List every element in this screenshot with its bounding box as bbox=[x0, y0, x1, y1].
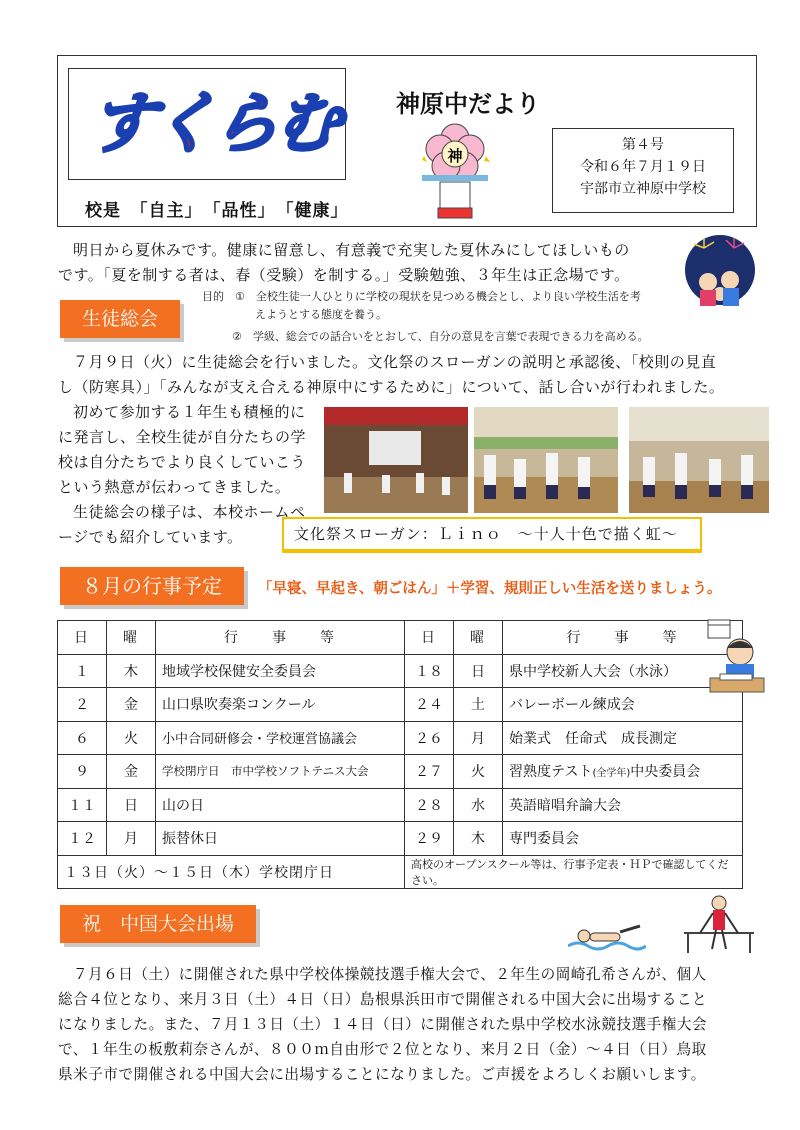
col-header-weekday: 曜 bbox=[107, 621, 156, 655]
table-row bbox=[58, 755, 743, 789]
cell-event bbox=[503, 755, 743, 789]
cell-day: １ bbox=[58, 654, 107, 688]
sakura-mascot-icon bbox=[412, 116, 498, 226]
col-header-event: 行 事 等 bbox=[156, 621, 405, 655]
section-title-schedule: ８月の行事予定 bbox=[60, 567, 244, 605]
assembly-purpose bbox=[202, 288, 702, 346]
intro-text bbox=[58, 238, 688, 288]
swimmer-icon bbox=[568, 918, 646, 954]
festival-slogan: 文化祭スローガン：Ｌｉｎｏ ～十人十色で描く虹～ bbox=[282, 517, 702, 551]
intro-line-2: です。「夏を制する者は、春（受験）を制する。」受験勉強、３年生は正念場です。 bbox=[58, 266, 630, 284]
cell-day: ２４ bbox=[405, 688, 454, 722]
section-title-assembly: 生徒総会 bbox=[60, 300, 180, 338]
intro-line-1: 明日から夏休みです。健康に留意し、有意義で充実した夏休みにしてほしいもの bbox=[73, 241, 630, 259]
col-header-weekday: 曜 bbox=[454, 621, 503, 655]
cell-day: ２８ bbox=[405, 788, 454, 822]
cell-weekday: 月 bbox=[454, 721, 503, 755]
cell-weekday: 水 bbox=[454, 788, 503, 822]
cell-weekday: 金 bbox=[107, 688, 156, 722]
cell-day: ２ bbox=[58, 688, 107, 722]
table-row bbox=[58, 688, 743, 722]
paper-name: 神原中だより bbox=[396, 90, 540, 118]
event-main: 習熟度テスト bbox=[509, 764, 593, 781]
table-row bbox=[58, 788, 743, 822]
cell-weekday: 日 bbox=[107, 788, 156, 822]
chugoku-line: ７月６日（土）に開催された県中学校体操競技選手権大会で、２年生の岡崎孔希さんが、個人 bbox=[73, 966, 707, 983]
assembly-p2-line: という熱意が伝わってきました。 bbox=[58, 478, 291, 496]
purpose-label: 目的 bbox=[202, 290, 224, 303]
table-footer-row bbox=[58, 855, 743, 889]
section-title-chugoku: 祝 中国大会出場 bbox=[60, 905, 256, 943]
cell-event: バレーボール練成会 bbox=[503, 688, 743, 722]
chugoku-paragraph bbox=[58, 962, 758, 1087]
assembly-p2-line: に発言し、全校生徒が自分たちの学 bbox=[58, 428, 307, 446]
assembly-photo-stage bbox=[324, 407, 468, 513]
cell-day: ９ bbox=[58, 755, 107, 789]
cell-event: 地域学校保健安全委員会 bbox=[156, 654, 405, 688]
col-header-day: 日 bbox=[405, 621, 454, 655]
open-school-note: 高校のオープンスクール等は、行事予定表・ＨＰで確認してください。 bbox=[405, 855, 743, 889]
cell-event: 県中学校新人大会（水泳） bbox=[503, 654, 743, 688]
assembly-p2-line: 校は自分たちでより良くしていこう bbox=[58, 453, 306, 471]
cell-event: 専門委員会 bbox=[503, 822, 743, 856]
cell-weekday: 土 bbox=[454, 688, 503, 722]
newsletter-logo: すくらむ bbox=[83, 85, 343, 162]
studying-student-icon bbox=[706, 618, 766, 698]
cell-event: 山口県吹奏楽コンクール bbox=[156, 688, 405, 722]
cell-weekday: 日 bbox=[454, 654, 503, 688]
cell-day: １１ bbox=[58, 788, 107, 822]
cell-event: 山の日 bbox=[156, 788, 405, 822]
cell-weekday: 月 bbox=[107, 822, 156, 856]
mascot-char: 神 bbox=[447, 147, 463, 165]
assembly-paragraph-1 bbox=[58, 350, 748, 400]
slogan-underline bbox=[282, 549, 702, 553]
cell-day: １８ bbox=[405, 654, 454, 688]
assembly-p2-line: 生徒総会の様子は、本校ホームペ bbox=[73, 503, 306, 521]
assembly-p2-line: 初めて参加する１年生も積極的に bbox=[73, 403, 306, 421]
schedule-table bbox=[57, 620, 743, 889]
table-row bbox=[58, 654, 743, 688]
col-header-event: 行 事 等 bbox=[503, 621, 743, 655]
cell-event: 小中合同研修会・学校運営協議会 bbox=[156, 721, 405, 755]
assembly-line-1: ７月９日（火）に生徒総会を行いました。文化祭のスローガンの説明と承認後、「校則の見直 bbox=[73, 353, 717, 371]
issue-date: 令和６年７月１９日 bbox=[580, 159, 706, 175]
cell-weekday: 木 bbox=[454, 822, 503, 856]
school-name: 宇部市立神原中学校 bbox=[580, 181, 706, 197]
purpose-1: ① 全校生徒一人ひとりに学校の現状を見つめる機会とし、より良い学校生活を考 bbox=[235, 290, 641, 303]
cell-weekday: 火 bbox=[107, 721, 156, 755]
assembly-photo-discussion bbox=[474, 407, 618, 513]
cell-day: １２ bbox=[58, 822, 107, 856]
purpose-1-cont: えようとする態度を養う。 bbox=[255, 308, 387, 321]
issue-info bbox=[552, 128, 734, 213]
table-row bbox=[58, 721, 743, 755]
cell-day: ６ bbox=[58, 721, 107, 755]
table-row bbox=[58, 822, 743, 856]
issue-number: 第４号 bbox=[622, 137, 664, 153]
chugoku-line: で、１年生の板敷莉奈さんが、８００ｍ自由形で２位となり、来月２日（金）～４日（日）鳥取 bbox=[58, 1041, 707, 1058]
closure-note: １３日（火）～１５日（木）学校閉庁日 bbox=[58, 855, 405, 889]
cell-day: ２６ bbox=[405, 721, 454, 755]
assembly-p2-line: ージでも紹介しています。 bbox=[58, 528, 243, 546]
school-motto: 校是 「自主」 「品性」 「健康」 bbox=[85, 201, 349, 221]
chugoku-line: 総合４位となり、来月３日（土）４日（日）島根県浜田市で開催される中国大会に出場すること bbox=[58, 991, 708, 1008]
chugoku-line: 県米子市で開催される中国大会に出場することになりました。ご声援をよろしくお願いします。 bbox=[58, 1066, 706, 1083]
purpose-2: ② 学級、総会での話合いをとおして、自分の意見を言葉で表現できる力を高める。 bbox=[232, 330, 649, 343]
gymnast-icon bbox=[680, 893, 758, 955]
assembly-photo-gym bbox=[629, 407, 769, 513]
cell-day: ２９ bbox=[405, 822, 454, 856]
assembly-paragraph-2 bbox=[58, 400, 320, 550]
cell-weekday: 火 bbox=[454, 755, 503, 789]
event-sub: (全学年) bbox=[592, 768, 631, 780]
cell-event: 振替休日 bbox=[156, 822, 405, 856]
schedule-message: 「早寝、早起き、朝ごはん」＋学習、規則正しい生活を送りましょう。 bbox=[258, 581, 722, 597]
cell-event: 学校閉庁日 市中学校ソフトテニス大会 bbox=[156, 755, 405, 789]
cell-event: 英語暗唱弁論大会 bbox=[503, 788, 743, 822]
cell-event: 始業式 任命式 成長測定 bbox=[503, 721, 743, 755]
event-tail: 中央委員会 bbox=[630, 764, 701, 781]
chugoku-line: になりました。また、７月１３日（土）１４日（日）に開催された県中学校水泳競技選手権大会 bbox=[58, 1016, 708, 1033]
cell-weekday: 金 bbox=[107, 755, 156, 789]
col-header-day: 日 bbox=[58, 621, 107, 655]
cell-day: ２７ bbox=[405, 755, 454, 789]
cell-weekday: 木 bbox=[107, 654, 156, 688]
assembly-line-2: し（防寒具）」「みんなが支え合える神原中にするために」について、話し合いが行われました。 bbox=[58, 378, 725, 396]
